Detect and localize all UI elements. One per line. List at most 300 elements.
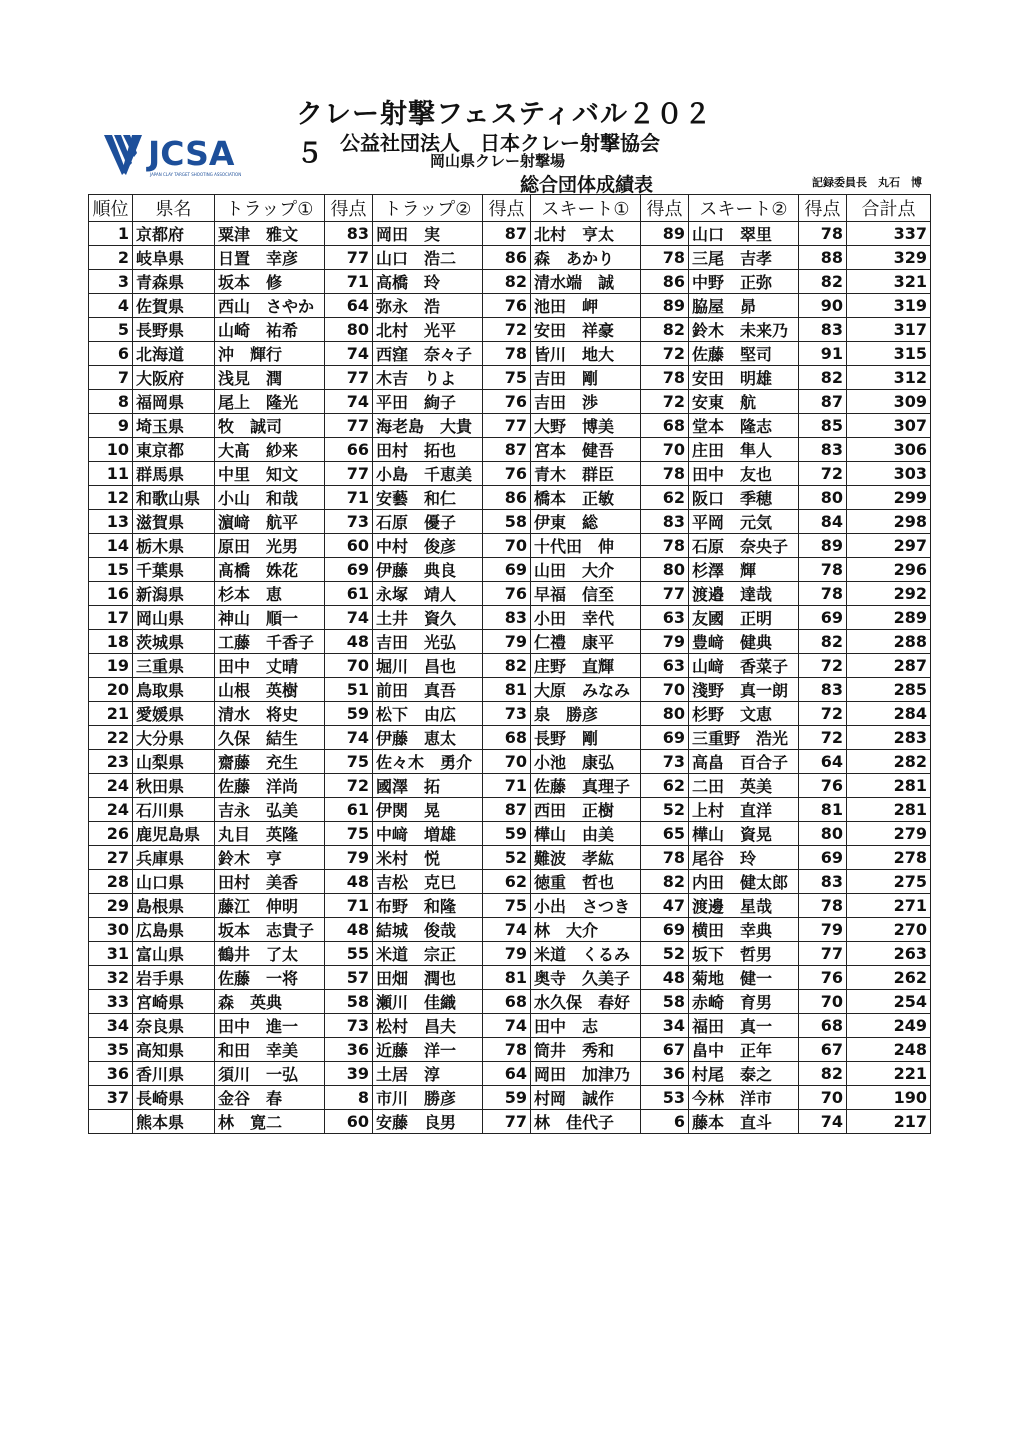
skeet1-score-cell: 52 — [641, 942, 689, 966]
trap1-shooter-cell: 林 寛二 — [215, 1110, 325, 1134]
trap2-score-cell: 82 — [483, 270, 531, 294]
skeet1-shooter-cell: 小田 幸代 — [531, 606, 641, 630]
prefecture-cell: 和歌山県 — [133, 486, 215, 510]
rank-cell: 26 — [89, 822, 133, 846]
rank-cell: 15 — [89, 558, 133, 582]
table-row — [89, 1086, 931, 1110]
total-score-cell: 190 — [847, 1086, 931, 1110]
trap1-shooter-cell: 佐藤 洋尚 — [215, 774, 325, 798]
rank-cell: 24 — [89, 774, 133, 798]
total-score-cell: 303 — [847, 462, 931, 486]
skeet2-shooter-cell: 山口 翠里 — [689, 222, 799, 246]
table-row — [89, 438, 931, 462]
trap1-shooter-cell: 西山 さやか — [215, 294, 325, 318]
skeet2-score-cell: 80 — [799, 822, 847, 846]
recorder-credit: 記録委員長 丸石 博 — [812, 176, 922, 189]
skeet1-score-cell: 77 — [641, 582, 689, 606]
trap1-score-cell: 36 — [325, 1038, 373, 1062]
table-row — [89, 894, 931, 918]
skeet2-score-cell: 84 — [799, 510, 847, 534]
trap2-shooter-cell: 山口 浩二 — [373, 246, 483, 270]
skeet2-score-cell: 68 — [799, 1014, 847, 1038]
trap1-score-cell: 48 — [325, 870, 373, 894]
trap1-score-cell: 72 — [325, 774, 373, 798]
skeet1-score-cell: 79 — [641, 630, 689, 654]
trap2-score-cell: 76 — [483, 462, 531, 486]
trap1-shooter-cell: 髙橋 姝花 — [215, 558, 325, 582]
total-score-cell: 329 — [847, 246, 931, 270]
skeet1-score-cell: 82 — [641, 870, 689, 894]
trap2-score-cell: 72 — [483, 318, 531, 342]
rank-cell: 27 — [89, 846, 133, 870]
skeet1-score-cell: 72 — [641, 390, 689, 414]
skeet1-shooter-cell: 大野 博美 — [531, 414, 641, 438]
prefecture-cell: 宮崎県 — [133, 990, 215, 1014]
total-score-cell: 288 — [847, 630, 931, 654]
trap1-shooter-cell: 藤江 伸明 — [215, 894, 325, 918]
trap1-shooter-cell: 久保 結生 — [215, 726, 325, 750]
skeet2-shooter-cell: 藤本 直斗 — [689, 1110, 799, 1134]
skeet2-score-cell: 76 — [799, 774, 847, 798]
skeet1-score-cell: 52 — [641, 798, 689, 822]
trap1-shooter-cell: 佐藤 一将 — [215, 966, 325, 990]
skeet2-shooter-cell: 平岡 元気 — [689, 510, 799, 534]
total-score-cell: 292 — [847, 582, 931, 606]
trap2-shooter-cell: 海老島 大貴 — [373, 414, 483, 438]
trap1-shooter-cell: 森 英典 — [215, 990, 325, 1014]
skeet2-score-cell: 76 — [799, 966, 847, 990]
table-row — [89, 390, 931, 414]
table-row — [89, 1038, 931, 1062]
total-score-cell: 285 — [847, 678, 931, 702]
trap1-shooter-cell: 坂本 志貴子 — [215, 918, 325, 942]
trap2-shooter-cell: 瀬川 佳織 — [373, 990, 483, 1014]
table-row — [89, 966, 931, 990]
column-header: 合計点 — [847, 195, 931, 222]
table-row — [89, 822, 931, 846]
total-score-cell: 297 — [847, 534, 931, 558]
trap1-score-cell: 71 — [325, 270, 373, 294]
column-header: トラップ① — [215, 195, 325, 222]
prefecture-cell: 高知県 — [133, 1038, 215, 1062]
prefecture-cell: 東京都 — [133, 438, 215, 462]
table-row — [89, 702, 931, 726]
skeet2-shooter-cell: 安東 航 — [689, 390, 799, 414]
trap2-score-cell: 70 — [483, 534, 531, 558]
trap1-score-cell: 77 — [325, 414, 373, 438]
rank-cell: 37 — [89, 1086, 133, 1110]
trap2-score-cell: 76 — [483, 582, 531, 606]
trap1-score-cell: 73 — [325, 1014, 373, 1038]
prefecture-cell: 奈良県 — [133, 1014, 215, 1038]
logo-wordmark: JCSA — [148, 134, 235, 173]
skeet1-score-cell: 83 — [641, 510, 689, 534]
trap2-score-cell: 81 — [483, 966, 531, 990]
total-score-cell: 275 — [847, 870, 931, 894]
table-row — [89, 990, 931, 1014]
skeet2-shooter-cell: 二田 英美 — [689, 774, 799, 798]
skeet1-score-cell: 62 — [641, 774, 689, 798]
trap1-score-cell: 69 — [325, 558, 373, 582]
trap1-shooter-cell: 日置 幸彦 — [215, 246, 325, 270]
rank-cell: 11 — [89, 462, 133, 486]
table-row — [89, 870, 931, 894]
skeet1-shooter-cell: 徳重 哲也 — [531, 870, 641, 894]
trap1-shooter-cell: 須川 一弘 — [215, 1062, 325, 1086]
skeet2-score-cell: 64 — [799, 750, 847, 774]
rank-cell: 10 — [89, 438, 133, 462]
rank-cell: 20 — [89, 678, 133, 702]
skeet1-score-cell: 89 — [641, 294, 689, 318]
skeet2-score-cell: 69 — [799, 606, 847, 630]
total-score-cell: 309 — [847, 390, 931, 414]
table-row — [89, 366, 931, 390]
trap2-score-cell: 59 — [483, 1086, 531, 1110]
skeet2-shooter-cell: 尾谷 玲 — [689, 846, 799, 870]
rank-cell: 31 — [89, 942, 133, 966]
skeet2-score-cell: 82 — [799, 630, 847, 654]
trap2-shooter-cell: 安藤 良男 — [373, 1110, 483, 1134]
logo-subtext: JAPAN CLAY TARGET SHOOTING ASSOCIATION — [150, 172, 242, 177]
total-score-cell: 321 — [847, 270, 931, 294]
table-row — [89, 246, 931, 270]
trap2-score-cell: 75 — [483, 366, 531, 390]
total-score-cell: 262 — [847, 966, 931, 990]
rank-cell: 18 — [89, 630, 133, 654]
skeet1-shooter-cell: 吉田 剛 — [531, 366, 641, 390]
skeet2-shooter-cell: 豊﨑 健典 — [689, 630, 799, 654]
rank-cell: 5 — [89, 318, 133, 342]
skeet2-score-cell: 78 — [799, 558, 847, 582]
trap1-shooter-cell: 田村 美香 — [215, 870, 325, 894]
trap2-shooter-cell: 吉松 克巳 — [373, 870, 483, 894]
trap2-score-cell: 62 — [483, 870, 531, 894]
skeet1-score-cell: 78 — [641, 366, 689, 390]
table-row — [89, 774, 931, 798]
skeet1-score-cell: 80 — [641, 702, 689, 726]
skeet1-shooter-cell: 早福 信至 — [531, 582, 641, 606]
trap1-score-cell: 48 — [325, 630, 373, 654]
skeet1-score-cell: 63 — [641, 606, 689, 630]
total-score-cell: 317 — [847, 318, 931, 342]
table-row — [89, 534, 931, 558]
skeet2-shooter-cell: 福田 真一 — [689, 1014, 799, 1038]
skeet1-shooter-cell: 橋本 正敏 — [531, 486, 641, 510]
trap2-shooter-cell: 土井 資久 — [373, 606, 483, 630]
total-score-cell: 289 — [847, 606, 931, 630]
trap1-shooter-cell: 田中 丈晴 — [215, 654, 325, 678]
prefecture-cell: 山梨県 — [133, 750, 215, 774]
prefecture-cell: 長野県 — [133, 318, 215, 342]
skeet2-shooter-cell: 村尾 泰之 — [689, 1062, 799, 1086]
prefecture-cell: 大分県 — [133, 726, 215, 750]
total-score-cell: 299 — [847, 486, 931, 510]
trap2-shooter-cell: 布野 和隆 — [373, 894, 483, 918]
prefecture-cell: 三重県 — [133, 654, 215, 678]
skeet1-score-cell: 6 — [641, 1110, 689, 1134]
rank-cell: 22 — [89, 726, 133, 750]
skeet1-shooter-cell: 米道 くるみ — [531, 942, 641, 966]
total-score-cell: 282 — [847, 750, 931, 774]
trap2-score-cell: 58 — [483, 510, 531, 534]
trap1-shooter-cell: 工藤 千香子 — [215, 630, 325, 654]
prefecture-cell: 秋田県 — [133, 774, 215, 798]
trap1-score-cell: 75 — [325, 750, 373, 774]
skeet2-shooter-cell: 畠中 正年 — [689, 1038, 799, 1062]
trap2-shooter-cell: 米道 宗正 — [373, 942, 483, 966]
skeet2-shooter-cell: 堂本 隆志 — [689, 414, 799, 438]
skeet2-score-cell: 87 — [799, 390, 847, 414]
trap2-score-cell: 87 — [483, 438, 531, 462]
trap2-shooter-cell: 高橋 玲 — [373, 270, 483, 294]
skeet1-shooter-cell: 清水端 誠 — [531, 270, 641, 294]
table-row — [89, 294, 931, 318]
rank-cell: 36 — [89, 1062, 133, 1086]
table-row — [89, 846, 931, 870]
rank-cell: 19 — [89, 654, 133, 678]
skeet2-shooter-cell: 淺野 真一朗 — [689, 678, 799, 702]
prefecture-cell: 島根県 — [133, 894, 215, 918]
skeet1-score-cell: 36 — [641, 1062, 689, 1086]
trap2-score-cell: 78 — [483, 1038, 531, 1062]
trap1-score-cell: 57 — [325, 966, 373, 990]
skeet2-shooter-cell: 杉野 文恵 — [689, 702, 799, 726]
prefecture-cell: 青森県 — [133, 270, 215, 294]
trap2-shooter-cell: 前田 真吾 — [373, 678, 483, 702]
skeet2-shooter-cell: 杉澤 輝 — [689, 558, 799, 582]
trap2-shooter-cell: 北村 光平 — [373, 318, 483, 342]
skeet1-shooter-cell: 安田 祥豪 — [531, 318, 641, 342]
trap1-shooter-cell: 田中 進一 — [215, 1014, 325, 1038]
skeet1-shooter-cell: 樺山 由美 — [531, 822, 641, 846]
total-score-cell: 306 — [847, 438, 931, 462]
skeet1-shooter-cell: 長野 剛 — [531, 726, 641, 750]
total-score-cell: 249 — [847, 1014, 931, 1038]
skeet2-score-cell: 77 — [799, 942, 847, 966]
skeet2-shooter-cell: 阪口 季穂 — [689, 486, 799, 510]
trap2-score-cell: 79 — [483, 942, 531, 966]
prefecture-cell: 千葉県 — [133, 558, 215, 582]
trap2-shooter-cell: 市川 勝彦 — [373, 1086, 483, 1110]
trap1-score-cell: 8 — [325, 1086, 373, 1110]
table-row — [89, 318, 931, 342]
skeet2-shooter-cell: 友國 正明 — [689, 606, 799, 630]
trap2-shooter-cell: 國澤 拓 — [373, 774, 483, 798]
skeet1-shooter-cell: 十代田 伸 — [531, 534, 641, 558]
table-row — [89, 486, 931, 510]
trap2-shooter-cell: 弥永 浩 — [373, 294, 483, 318]
skeet1-shooter-cell: 林 佳代子 — [531, 1110, 641, 1134]
trap2-shooter-cell: 永塚 靖人 — [373, 582, 483, 606]
skeet1-score-cell: 48 — [641, 966, 689, 990]
trap2-shooter-cell: 近藤 洋一 — [373, 1038, 483, 1062]
skeet2-score-cell: 83 — [799, 678, 847, 702]
skeet1-shooter-cell: 吉田 渉 — [531, 390, 641, 414]
skeet2-score-cell: 83 — [799, 870, 847, 894]
trap1-shooter-cell: 鈴木 亨 — [215, 846, 325, 870]
trap2-shooter-cell: 西窪 奈々子 — [373, 342, 483, 366]
rank-cell: 2 — [89, 246, 133, 270]
trap2-score-cell: 77 — [483, 1110, 531, 1134]
trap1-shooter-cell: 金谷 春 — [215, 1086, 325, 1110]
event-title: クレー射撃フェスティバル２０２５ — [296, 99, 712, 169]
skeet1-score-cell: 58 — [641, 990, 689, 1014]
skeet1-shooter-cell: 奥寺 久美子 — [531, 966, 641, 990]
trap2-score-cell: 82 — [483, 654, 531, 678]
skeet2-shooter-cell: 山﨑 香菜子 — [689, 654, 799, 678]
column-header: 得点 — [483, 195, 531, 222]
trap2-score-cell: 73 — [483, 702, 531, 726]
trap2-shooter-cell: 米村 悦 — [373, 846, 483, 870]
total-score-cell: 271 — [847, 894, 931, 918]
prefecture-cell: 鳥取県 — [133, 678, 215, 702]
total-score-cell: 307 — [847, 414, 931, 438]
rank-cell: 13 — [89, 510, 133, 534]
skeet1-shooter-cell: 山田 大介 — [531, 558, 641, 582]
trap1-score-cell: 55 — [325, 942, 373, 966]
trap2-shooter-cell: 佐々木 勇介 — [373, 750, 483, 774]
trap1-score-cell: 64 — [325, 294, 373, 318]
trap1-score-cell: 61 — [325, 582, 373, 606]
skeet2-shooter-cell: 内田 健太郎 — [689, 870, 799, 894]
prefecture-cell: 滋賀県 — [133, 510, 215, 534]
column-header: 順位 — [89, 195, 133, 222]
skeet1-score-cell: 70 — [641, 678, 689, 702]
skeet2-shooter-cell: 渡邉 達哉 — [689, 582, 799, 606]
table-title: 総合団体成績表 — [520, 174, 654, 196]
skeet2-shooter-cell: 渡邊 星哉 — [689, 894, 799, 918]
skeet1-shooter-cell: 宮本 健吾 — [531, 438, 641, 462]
trap2-score-cell: 74 — [483, 1014, 531, 1038]
prefecture-cell: 大阪府 — [133, 366, 215, 390]
prefecture-cell: 埼玉県 — [133, 414, 215, 438]
skeet1-shooter-cell: 池田 岬 — [531, 294, 641, 318]
table-row — [89, 270, 931, 294]
prefecture-cell: 北海道 — [133, 342, 215, 366]
skeet1-score-cell: 69 — [641, 918, 689, 942]
trap2-score-cell: 64 — [483, 1062, 531, 1086]
trap1-score-cell: 39 — [325, 1062, 373, 1086]
table-row — [89, 558, 931, 582]
skeet1-shooter-cell: 林 大介 — [531, 918, 641, 942]
trap2-shooter-cell: 中村 俊彦 — [373, 534, 483, 558]
trap1-score-cell: 48 — [325, 918, 373, 942]
skeet1-score-cell: 68 — [641, 414, 689, 438]
total-score-cell: 283 — [847, 726, 931, 750]
table-row — [89, 510, 931, 534]
total-score-cell: 315 — [847, 342, 931, 366]
skeet2-score-cell: 79 — [799, 918, 847, 942]
skeet2-score-cell: 82 — [799, 366, 847, 390]
table-row — [89, 342, 931, 366]
venue-title: 岡山県クレー射撃場 — [430, 152, 566, 170]
trap2-score-cell: 79 — [483, 630, 531, 654]
trap2-score-cell: 70 — [483, 750, 531, 774]
total-score-cell: 270 — [847, 918, 931, 942]
prefecture-cell: 香川県 — [133, 1062, 215, 1086]
skeet1-score-cell: 73 — [641, 750, 689, 774]
total-score-cell: 221 — [847, 1062, 931, 1086]
table-header-row — [89, 195, 931, 222]
skeet2-shooter-cell: 高畠 百合子 — [689, 750, 799, 774]
skeet2-shooter-cell: 上村 直洋 — [689, 798, 799, 822]
trap2-score-cell: 68 — [483, 990, 531, 1014]
skeet2-shooter-cell: 鈴木 未来乃 — [689, 318, 799, 342]
skeet2-score-cell: 88 — [799, 246, 847, 270]
trap1-score-cell: 74 — [325, 342, 373, 366]
skeet1-shooter-cell: 水久保 春好 — [531, 990, 641, 1014]
trap1-score-cell: 77 — [325, 366, 373, 390]
trap1-shooter-cell: 吉永 弘美 — [215, 798, 325, 822]
trap1-score-cell: 77 — [325, 462, 373, 486]
trap1-score-cell: 83 — [325, 222, 373, 246]
skeet1-score-cell: 34 — [641, 1014, 689, 1038]
rank-cell: 3 — [89, 270, 133, 294]
prefecture-cell: 石川県 — [133, 798, 215, 822]
trap2-score-cell: 59 — [483, 822, 531, 846]
skeet1-score-cell: 89 — [641, 222, 689, 246]
trap1-score-cell: 73 — [325, 510, 373, 534]
rank-cell: 24 — [89, 798, 133, 822]
rank-cell: 7 — [89, 366, 133, 390]
skeet1-shooter-cell: 難波 孝紘 — [531, 846, 641, 870]
rank-cell: 33 — [89, 990, 133, 1014]
skeet2-shooter-cell: 安田 明雄 — [689, 366, 799, 390]
table-row — [89, 462, 931, 486]
trap2-shooter-cell: 吉田 光弘 — [373, 630, 483, 654]
trap2-score-cell: 69 — [483, 558, 531, 582]
table-row — [89, 1062, 931, 1086]
skeet2-score-cell: 82 — [799, 1062, 847, 1086]
prefecture-cell: 岡山県 — [133, 606, 215, 630]
skeet1-shooter-cell: 大原 みなみ — [531, 678, 641, 702]
trap1-shooter-cell: 粟津 雅文 — [215, 222, 325, 246]
skeet1-score-cell: 63 — [641, 654, 689, 678]
table-row — [89, 606, 931, 630]
trap2-shooter-cell: 木吉 りよ — [373, 366, 483, 390]
rank-cell: 34 — [89, 1014, 133, 1038]
trap2-shooter-cell: 松下 由広 — [373, 702, 483, 726]
prefecture-cell: 山口県 — [133, 870, 215, 894]
trap2-shooter-cell: 伊藤 典良 — [373, 558, 483, 582]
prefecture-cell: 愛媛県 — [133, 702, 215, 726]
trap1-shooter-cell: 山崎 祐希 — [215, 318, 325, 342]
rank-cell: 29 — [89, 894, 133, 918]
skeet2-score-cell: 78 — [799, 582, 847, 606]
trap1-shooter-cell: 丸目 英隆 — [215, 822, 325, 846]
table-row — [89, 582, 931, 606]
skeet2-score-cell: 78 — [799, 222, 847, 246]
total-score-cell: 312 — [847, 366, 931, 390]
trap1-shooter-cell: 山根 英樹 — [215, 678, 325, 702]
prefecture-cell: 新潟県 — [133, 582, 215, 606]
prefecture-cell: 長崎県 — [133, 1086, 215, 1110]
table-row — [89, 1110, 931, 1134]
prefecture-cell: 岩手県 — [133, 966, 215, 990]
total-score-cell: 248 — [847, 1038, 931, 1062]
total-score-cell: 254 — [847, 990, 931, 1014]
column-header: トラップ② — [373, 195, 483, 222]
trap1-score-cell: 74 — [325, 726, 373, 750]
skeet2-score-cell: 67 — [799, 1038, 847, 1062]
trap2-shooter-cell: 松村 昌夫 — [373, 1014, 483, 1038]
column-header: 得点 — [641, 195, 689, 222]
skeet1-score-cell: 86 — [641, 270, 689, 294]
rank-cell: 8 — [89, 390, 133, 414]
table-row — [89, 750, 931, 774]
trap1-score-cell: 58 — [325, 990, 373, 1014]
trap1-shooter-cell: 原田 光男 — [215, 534, 325, 558]
